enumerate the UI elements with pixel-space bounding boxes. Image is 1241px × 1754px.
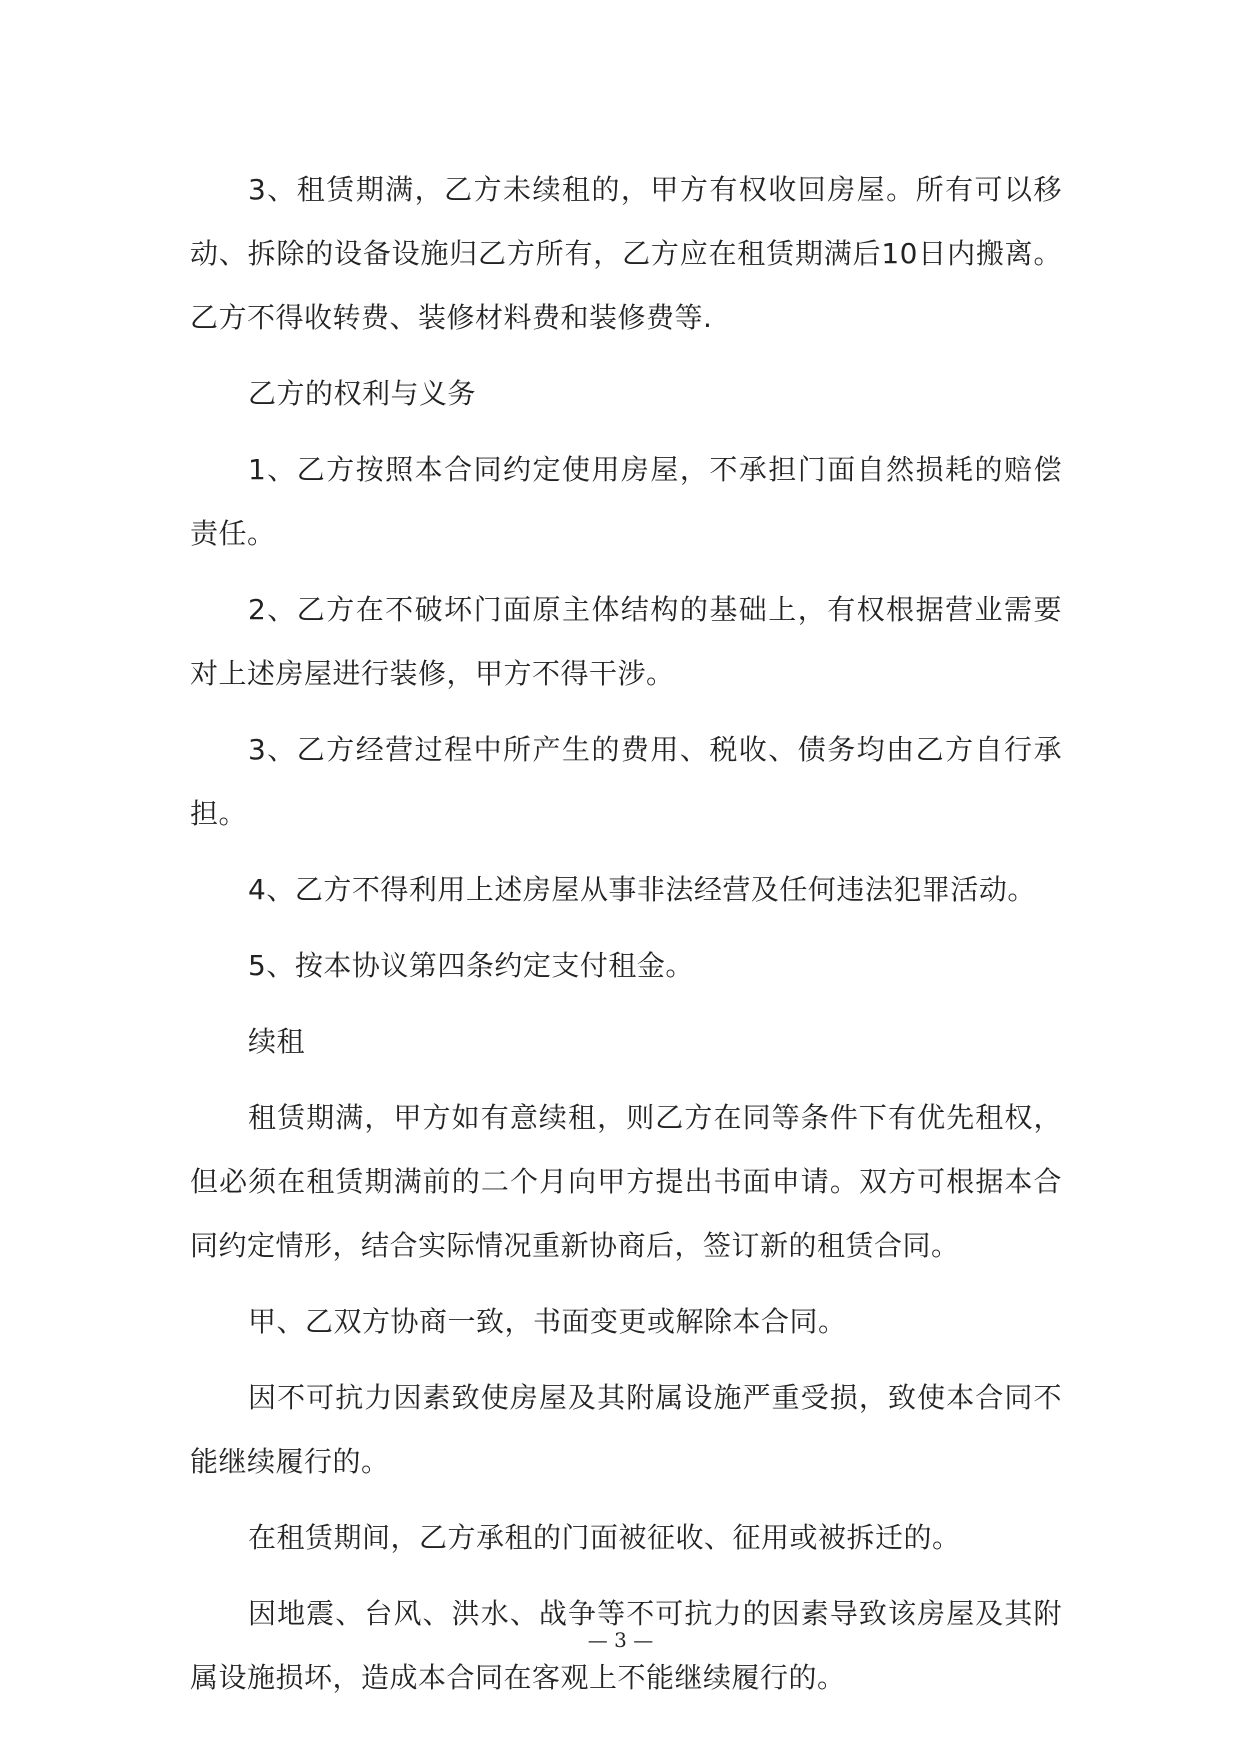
section-heading-party-b-rights: 乙方的权利与义务 [248,377,477,410]
paragraph-renewal: 租赁期满，甲方如有意续租，则乙方在同等条件下有优先租权，但必须在租赁期满前的二个月向甲方提出书面申请。双方可根据本合同约定情形，结合实际情况重新协商后，签订新的租赁合同。 [190,1101,1062,1262]
paragraph-force-majeure: 因不可抗力因素致使房屋及其附属设施严重受损，致使本合同不能继续履行的。 [190,1381,1062,1478]
paragraph-b-right-1: 1、乙方按照本合同约定使用房屋，不承担门面自然损耗的赔偿责任。 [190,453,1062,550]
page-number: — 3 — [587,1628,654,1652]
paragraph-b-right-3: 3、乙方经营过程中所产生的费用、税收、债务均由乙方自行承担。 [190,733,1062,830]
paragraph-natural-disaster: 因地震、台风、洪水、战争等不可抗力的因素导致该房屋及其附属设施损坏，造成本合同在客观上不能继续履行的。 [190,1597,1062,1694]
document-body [190,158,1062,1722]
paragraph-b-right-4: 4、乙方不得利用上述房屋从事非法经营及任何违法犯罪活动。 [248,873,1036,906]
paragraph-b-right-2: 2、乙方在不破坏门面原主体结构的基础上，有权根据营业需要对上述房屋进行装修，甲方不得干涉。 [190,593,1062,690]
section-heading-renewal: 续租 [248,1025,306,1058]
paragraph-b-right-5: 5、按本协议第四条约定支付租金。 [248,949,694,982]
paragraph-mutual-termination: 甲、乙双方协商一致，书面变更或解除本合同。 [248,1305,847,1338]
paragraph-lease-expiry: 3、租赁期满，乙方未续租的，甲方有权收回房屋。所有可以移动、拆除的设备设施归乙方所有，乙方应在租赁期满后10日内搬离。乙方不得收转费、装修材料费和装修费等. [190,173,1062,334]
paragraph-expropriation: 在租赁期间，乙方承租的门面被征收、征用或被拆迁的。 [248,1521,961,1554]
